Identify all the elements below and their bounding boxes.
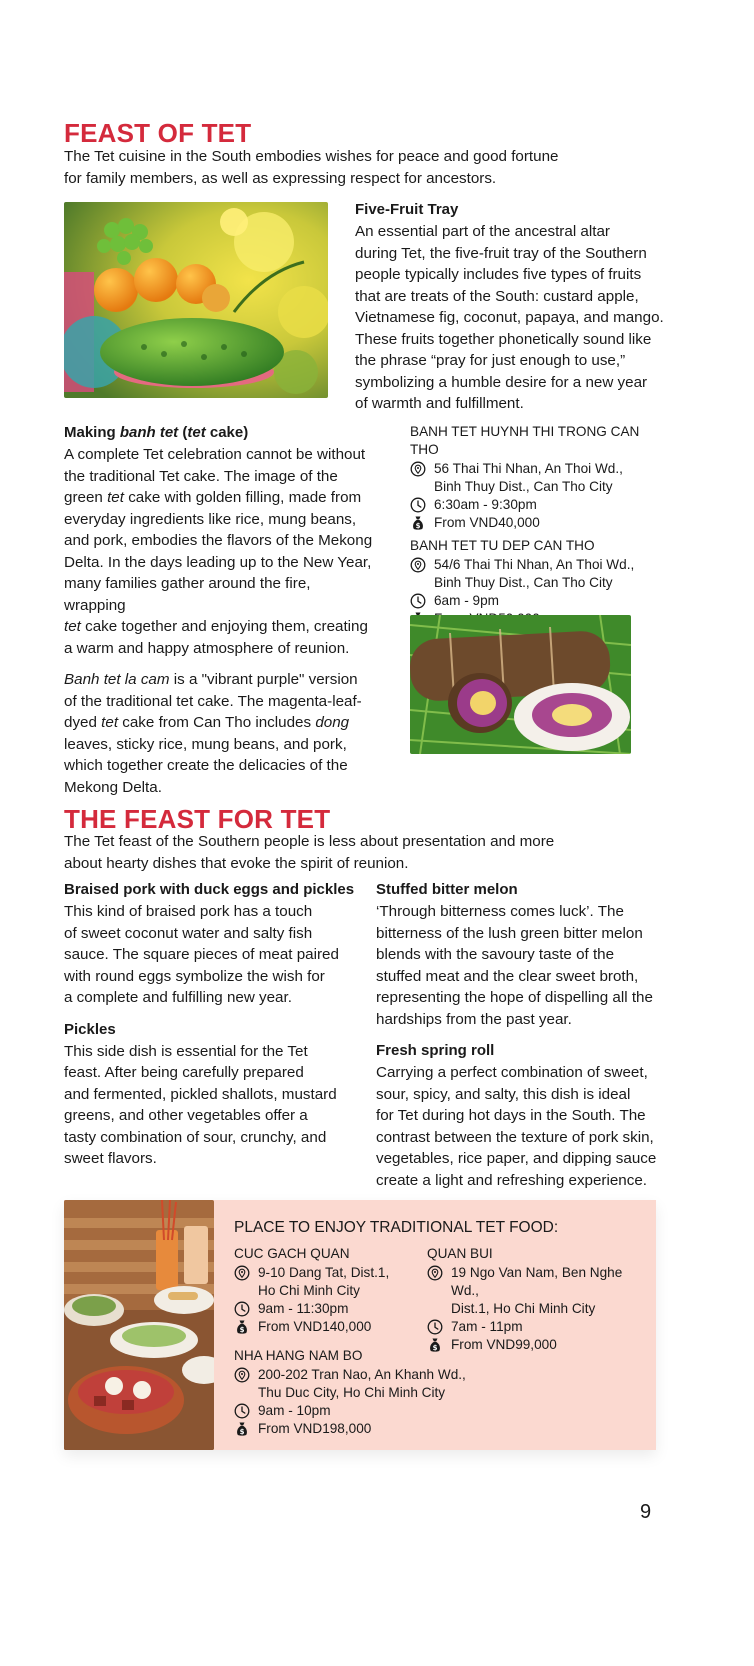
- price-bag-icon: [410, 515, 426, 531]
- text-line: people typically includes five types of fruits: [355, 266, 642, 283]
- clock-icon: [234, 1301, 250, 1317]
- text-line: sour, spicy, and salty, this dish is ideal: [376, 1085, 631, 1103]
- text-line: tasty combination of sour, crunchy, and: [64, 1128, 327, 1146]
- text-line: the traditional Tet cake. The image of the: [64, 467, 338, 485]
- heading-part: tet: [187, 424, 206, 441]
- dish-body: [376, 1062, 676, 1191]
- dish-heading: Stuffed bitter melon: [376, 881, 518, 898]
- address-line: 54/6 Thai Thi Nhan, An Thoi Wd.,: [434, 557, 635, 572]
- hours-text: 9am - 11:30pm: [258, 1301, 349, 1316]
- five-fruit-body: [355, 221, 665, 415]
- price-text: From VND99,000: [451, 1337, 557, 1352]
- address-line: 56 Thai Thi Nhan, An Thoi Wd.,: [434, 461, 623, 476]
- text-line: of warmth and fulfillment.: [355, 395, 524, 412]
- place-card: [234, 1347, 494, 1438]
- text-line: a warm and happy atmosphere of reunion.: [64, 639, 350, 657]
- text-line: This side dish is essential for the Tet: [64, 1042, 308, 1060]
- text-line: and pork, embodies the flavors of the Mekong: [64, 532, 373, 549]
- text-line: Vietnamese fig, coconut, papaya, and mango.: [355, 309, 664, 326]
- hours-text: 6am - 9pm: [434, 593, 499, 608]
- five-fruit-heading: Five-Fruit Tray: [355, 201, 459, 218]
- text-line: [64, 616, 374, 638]
- venue-name: BANH TET HUYNH THI TRONG CAN THO: [410, 424, 640, 457]
- text-line: a complete and fulfilling new year.: [64, 989, 292, 1006]
- text-line: representing the hope of dispelling all the: [376, 989, 653, 1006]
- text-line: that are treats of the South: custard apple,: [355, 287, 639, 305]
- text-line: with round eggs symbolize the wish for: [64, 967, 325, 985]
- dishes-left-column: [64, 879, 364, 1170]
- text-line: vegetables, rice paper, and dipping sauce: [376, 1150, 657, 1167]
- intro-line: The Tet feast of the Southern people is less about presentation and more: [64, 833, 555, 850]
- places-heading: PLACE TO ENJOY TRADITIONAL TET FOOD:: [234, 1219, 559, 1236]
- venue-hours: [410, 592, 660, 610]
- text-part: is a "vibrant purple" version: [169, 671, 358, 688]
- text-line: stuffed meat and the clear sweet broth,: [376, 967, 639, 985]
- text-line: [64, 487, 374, 509]
- dish-article: [64, 879, 364, 1009]
- venue-price: [234, 1420, 494, 1438]
- venue-name: NHA HANG NAM BO: [234, 1348, 363, 1363]
- heading-part: cake): [205, 424, 249, 441]
- venue-name: CUC GACH QUAN: [234, 1246, 350, 1261]
- text-line: many families gather around the fire, wrapping: [64, 575, 311, 614]
- text-line: A complete Tet celebration cannot be without: [64, 446, 366, 463]
- text-line: These fruits together phonetically sound like: [355, 330, 652, 348]
- dish-article: [64, 1019, 364, 1170]
- clock-icon: [410, 497, 426, 513]
- text-line: of the traditional tet cake. The magenta-leaf-: [64, 692, 362, 710]
- place-card: [234, 1245, 424, 1336]
- heading-part: Making: [64, 424, 120, 441]
- text-line: ‘Through bitterness comes luck’. The: [376, 903, 624, 920]
- banh-tet-photo: [410, 615, 631, 754]
- address-line: Binh Thuy Dist., Can Tho City: [434, 479, 613, 494]
- heading-part: banh tet: [119, 424, 179, 441]
- venue-name: BANH TET TU DEP CAN THO: [410, 538, 595, 553]
- price-bag-icon: [234, 1421, 250, 1437]
- venue-price: [234, 1318, 424, 1336]
- svg-text:$: $: [239, 1325, 245, 1334]
- location-pin-icon: [234, 1367, 250, 1383]
- text-line: leaves, sticky rice, mung beans, and pork,: [64, 735, 347, 753]
- text-line: everyday ingredients like rice, mung beans,: [64, 510, 357, 528]
- text-line: sauce. The square pieces of meat paired: [64, 946, 339, 963]
- venue-address: [427, 1264, 652, 1318]
- location-pin-icon: [427, 1265, 443, 1281]
- five-fruit-tray-photo: [64, 202, 328, 398]
- text-part: tet: [101, 714, 119, 731]
- dish-heading: Pickles: [64, 1020, 116, 1038]
- dish-body: [376, 901, 676, 1030]
- location-pin-icon: [410, 557, 426, 573]
- address-line: 9-10 Dang Tat, Dist.1,: [258, 1265, 390, 1280]
- venue-address: [234, 1366, 494, 1402]
- dish-heading: Braised pork with duck eggs and pickles: [64, 881, 355, 898]
- banh-tet-heading: [64, 422, 374, 443]
- clock-icon: [410, 593, 426, 609]
- text-line: blends with the savoury taste of the: [376, 946, 615, 963]
- text-line: which together create the delicacies of the: [64, 757, 348, 774]
- price-text: From VND198,000: [258, 1421, 372, 1436]
- address-line: Ho Chi Minh City: [258, 1283, 360, 1298]
- text-line: sweet flavors.: [64, 1150, 157, 1167]
- location-pin-icon: [234, 1265, 250, 1281]
- venue-card: [410, 423, 660, 532]
- text-line: for Tet during hot days in the South. The: [376, 1107, 646, 1124]
- dishes-right-column: [376, 879, 676, 1191]
- text-part: dong: [315, 714, 350, 731]
- five-fruit-tray-article: [355, 199, 665, 415]
- text-line: the phrase “pray for just enough to use,”: [355, 352, 626, 369]
- banh-tet-paragraph-2: [64, 669, 374, 798]
- text-line: An essential part of the ancestral altar: [355, 223, 610, 240]
- venue-price: [410, 514, 660, 532]
- address-line: Dist.1, Ho Chi Minh City: [451, 1301, 596, 1316]
- address-line: 200-202 Tran Nao, An Khanh Wd.,: [258, 1367, 466, 1382]
- price-text: From VND40,000: [434, 515, 540, 530]
- dish-article: [376, 879, 676, 1030]
- location-pin-icon: [410, 461, 426, 477]
- text-line: bitterness of the lush green bitter melon: [376, 924, 643, 942]
- text-line: Mekong Delta.: [64, 778, 162, 796]
- text-part: tet: [107, 489, 124, 506]
- can-tho-venues: [410, 423, 660, 628]
- section-title-feast-for-tet: THE FEAST FOR TET: [64, 804, 331, 834]
- clock-icon: [234, 1403, 250, 1419]
- svg-text:$: $: [415, 521, 421, 530]
- feast-for-tet-intro: [64, 831, 584, 874]
- text-part: green: [64, 489, 108, 506]
- address-line: 19 Ngo Van Nam, Ben Nghe Wd.,: [451, 1265, 623, 1298]
- text-line: Carrying a perfect combination of sweet,: [376, 1064, 648, 1081]
- heading-part: (: [178, 424, 188, 441]
- dish-body: [64, 1041, 364, 1170]
- dish-body: [64, 901, 364, 1009]
- venue-hours: [234, 1402, 494, 1420]
- text-line: contrast between the texture of pork skin,: [376, 1128, 654, 1146]
- venue-hours: [234, 1300, 424, 1318]
- place-card: [427, 1245, 652, 1354]
- venue-name: QUAN BUI: [427, 1246, 493, 1261]
- banh-tet-paragraph-1: [64, 444, 374, 659]
- venue-hours: [410, 496, 660, 514]
- intro-line: for family members, as well as expressing respect for ancestors.: [64, 169, 497, 187]
- text-part: cake together and enjoying them, creating: [80, 618, 368, 635]
- text-line: during Tet, the five-fruit tray of the Southern: [355, 244, 647, 262]
- venue-address: [234, 1264, 424, 1300]
- dish-article: [376, 1040, 676, 1191]
- feast-of-tet-intro: [64, 146, 584, 189]
- text-line: feast. After being carefully prepared: [64, 1064, 304, 1081]
- text-part: Banh tet la cam: [64, 671, 170, 688]
- venue-address: [410, 556, 660, 592]
- hours-text: 6:30am - 9:30pm: [434, 497, 537, 512]
- intro-line: The Tet cuisine in the South embodies wishes for peace and good fortune: [64, 148, 559, 165]
- price-bag-icon: [234, 1319, 250, 1335]
- tet-feast-photo: [64, 1200, 214, 1450]
- text-line: hardships from the past year.: [376, 1010, 572, 1028]
- text-line: Delta. In the days leading up to the New Year,: [64, 553, 372, 571]
- svg-text:$: $: [432, 1343, 438, 1352]
- text-line: of sweet coconut water and salty fish: [64, 924, 313, 942]
- venue-address: [410, 460, 660, 496]
- hours-text: 9am - 10pm: [258, 1403, 331, 1418]
- hours-text: 7am - 11pm: [451, 1319, 523, 1334]
- text-line: and fermented, pickled shallots, mustard: [64, 1085, 337, 1103]
- address-line: Thu Duc City, Ho Chi Minh City: [258, 1385, 446, 1400]
- svg-text:$: $: [239, 1427, 245, 1436]
- banh-tet-article: [64, 422, 374, 798]
- text-line: create a light and refreshing experience.: [376, 1171, 648, 1189]
- text-part: tet: [64, 618, 81, 635]
- text-part: cake from Can Tho includes: [118, 714, 316, 731]
- text-line: symbolizing a humble desire for a new year: [355, 373, 648, 391]
- clock-icon: [427, 1319, 443, 1335]
- text-line: [64, 712, 374, 734]
- page-number: 9: [640, 1501, 652, 1523]
- address-line: Binh Thuy Dist., Can Tho City: [434, 575, 613, 590]
- section-title-feast-of-tet: FEAST OF TET: [64, 118, 252, 148]
- text-line: [64, 669, 374, 691]
- price-text: From VND140,000: [258, 1319, 372, 1334]
- text-line: greens, and other vegetables offer a: [64, 1107, 308, 1124]
- text-part: cake with golden filling, made from: [123, 489, 362, 506]
- dish-heading: Fresh spring roll: [376, 1042, 495, 1059]
- venue-hours: [427, 1318, 652, 1336]
- text-part: dyed: [64, 714, 102, 731]
- intro-line: about hearty dishes that evoke the spirit of reunion.: [64, 854, 409, 872]
- text-line: This kind of braised pork has a touch: [64, 903, 313, 920]
